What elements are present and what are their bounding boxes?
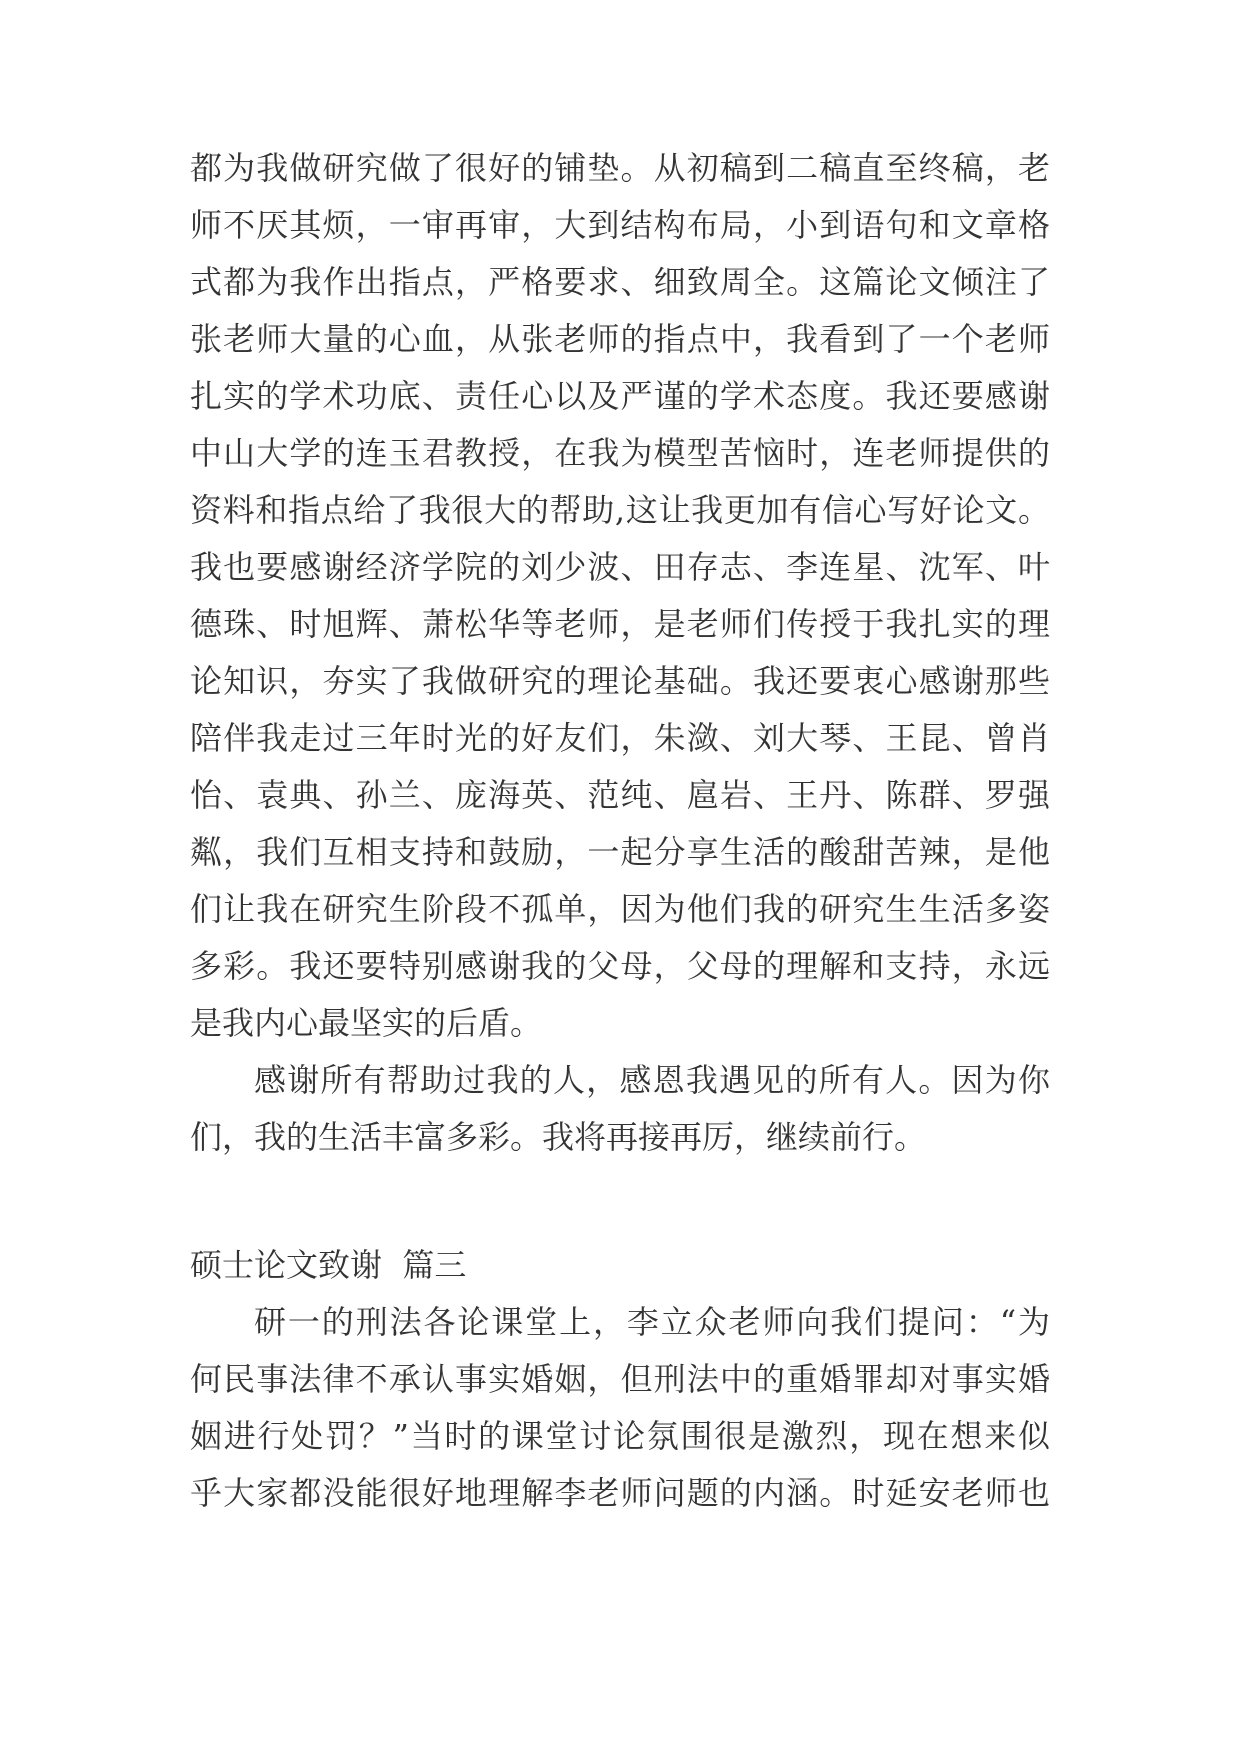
text-line: 扎实的学术功底、责任心以及严谨的学术态度。我还要感谢 bbox=[190, 377, 1050, 415]
text-line: 们让我在研究生阶段不孤单，因为他们我的研究生生活多姿 bbox=[190, 890, 1050, 928]
text-line: 式都为我作出指点，严格要求、细致周全。这篇论文倾注了 bbox=[190, 263, 1050, 301]
text-line: 姻进行处罚？”当时的课堂讨论氛围很是激烈，现在想来似 bbox=[190, 1417, 1050, 1455]
text-line: 陪伴我走过三年时光的好友们，朱潋、刘大琴、王昆、曾肖 bbox=[190, 719, 1050, 757]
text-line: 多彩。我还要特别感谢我的父母，父母的理解和支持，永远 bbox=[190, 947, 1050, 985]
text-line: 资料和指点给了我很大的帮助,这让我更加有信心写好论文。 bbox=[190, 491, 1050, 529]
text-line: 张老师大量的心血，从张老师的指点中，我看到了一个老师 bbox=[190, 320, 1050, 358]
text-line: 中山大学的连玉君教授，在我为模型苦恼时，连老师提供的 bbox=[190, 434, 1050, 472]
text-line: 研一的刑法各论课堂上，李立众老师向我们提问：“为 bbox=[254, 1303, 1050, 1341]
text-line: 德珠、时旭辉、萧松华等老师，是老师们传授于我扎实的理 bbox=[190, 605, 1050, 643]
text-line: 粼，我们互相支持和鼓励，一起分享生活的酸甜苦辣，是他 bbox=[190, 833, 1050, 871]
text-line: 何民事法律不承认事实婚姻，但刑法中的重婚罪却对事实婚 bbox=[190, 1360, 1050, 1398]
text-line: 感谢所有帮助过我的人，感恩我遇见的所有人。因为你 bbox=[254, 1061, 1050, 1099]
text-line: 乎大家都没能很好地理解李老师问题的内涵。时延安老师也 bbox=[190, 1474, 1050, 1512]
text-line: 是我内心最坚实的后盾。 bbox=[190, 1004, 543, 1042]
text-line: 都为我做研究做了很好的铺垫。从初稿到二稿直至终稿，老 bbox=[190, 149, 1050, 187]
text-line: 怡、袁典、孙兰、庞海英、范纯、扈岩、王丹、陈群、罗强 bbox=[190, 776, 1050, 814]
text-line: 我也要感谢经济学院的刘少波、田存志、李连星、沈军、叶 bbox=[190, 548, 1050, 586]
text-line: 论知识，夯实了我做研究的理论基础。我还要衷心感谢那些 bbox=[190, 662, 1050, 700]
text-line: 师不厌其烦，一审再审，大到结构布局，小到语句和文章格 bbox=[190, 206, 1050, 244]
section-heading: 硕士论文致谢 篇三 bbox=[190, 1246, 467, 1284]
text-line: 们，我的生活丰富多彩。我将再接再厉，继续前行。 bbox=[190, 1118, 927, 1156]
